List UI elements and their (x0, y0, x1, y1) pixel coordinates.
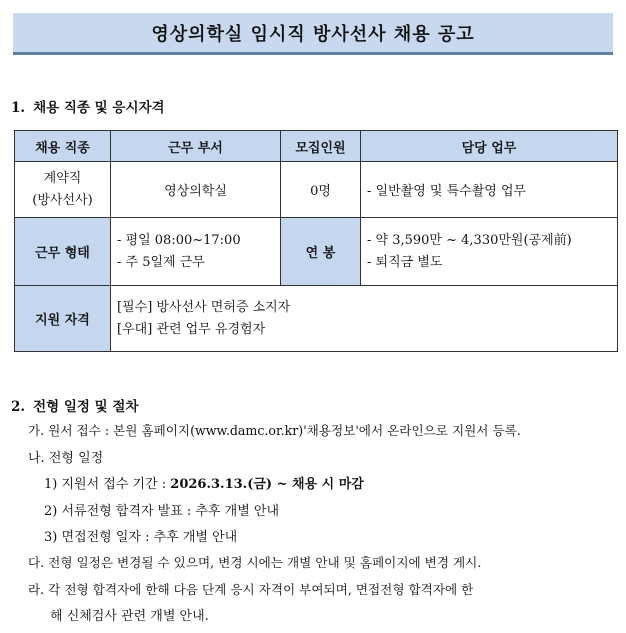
item-ga: 가. 원서 접수 : 본원 홈페이지(www.damc.or.kr)'채용정보'에서 온라인으로 지원서 등록. (28, 423, 521, 438)
cell-qualification-label: 지원 자격 (15, 286, 111, 352)
header-dept: 근무 부서 (111, 131, 281, 162)
page-title: 영상의학실 임시직 방사선사 채용 공고 (151, 23, 475, 45)
salary-line2: - 퇴직금 별도 (367, 254, 443, 270)
section2-title: 전형 일정 및 절차 (33, 399, 139, 415)
section2-heading (11, 395, 138, 415)
cell-dept: 영상의학실 (111, 162, 281, 218)
recruitment-table (14, 130, 618, 352)
table-row (15, 218, 618, 286)
job-line1: 계약직 (43, 170, 82, 186)
cell-duty: - 일반촬영 및 특수촬영 업무 (361, 162, 618, 218)
cell-salary (361, 218, 618, 286)
section2-number: 2. (11, 399, 26, 415)
table-row (15, 286, 618, 352)
header-duty: 담당 업무 (361, 131, 618, 162)
cell-qualification (111, 286, 618, 352)
work-line2: - 주 5일제 근무 (117, 254, 205, 270)
schedule-step1 (44, 473, 364, 492)
req-line2: [우대] 관련 업무 유경험자 (117, 321, 266, 337)
schedule-step2: 2) 서류전형 합격자 발표 : 추후 개별 안내 (44, 504, 280, 519)
salary-line1: - 약 3,590만 ~ 4,330만원(공제前) (367, 232, 572, 248)
application-period: 2026.3.13.(금) ~ 채용 시 마감 (170, 477, 364, 492)
cell-job (15, 162, 111, 218)
cell-headcount: 0명 (281, 162, 361, 218)
item-na: 나. 전형 일정 (28, 451, 104, 466)
section1-title: 채용 직종 및 응시자격 (33, 100, 165, 116)
cell-salary-label: 연 봉 (281, 218, 361, 286)
work-line1: - 평일 08:00~17:00 (117, 232, 241, 248)
req-line1: [필수] 방사선사 면허증 소지자 (117, 299, 291, 315)
cell-work-type (111, 218, 281, 286)
schedule-step3: 3) 면접전형 일자 : 추후 개별 안내 (44, 530, 238, 545)
title-banner (13, 13, 613, 55)
item-ra-line1: 라. 각 전형 합격자에 한해 다음 단계 응시 자격이 부여되며, 면접전형 합격자에 한 (28, 582, 474, 597)
table-header-row (15, 131, 618, 162)
header-headcount: 모집인원 (281, 131, 361, 162)
item-da: 다. 전형 일정은 변경될 수 있으며, 변경 시에는 개별 안내 및 홈페이지에 변경 게시. (28, 555, 482, 570)
job-line2: (방사선사) (32, 192, 93, 208)
step1-label: 1) 지원서 접수 기간 : (44, 477, 171, 492)
section1-heading (11, 96, 165, 116)
table-row (15, 162, 618, 218)
section1-number: 1. (11, 100, 26, 116)
header-job: 채용 직종 (15, 131, 111, 162)
cell-work-type-label: 근무 형태 (15, 218, 111, 286)
item-ra-line2: 해 신체검사 관련 개별 안내. (50, 609, 209, 624)
